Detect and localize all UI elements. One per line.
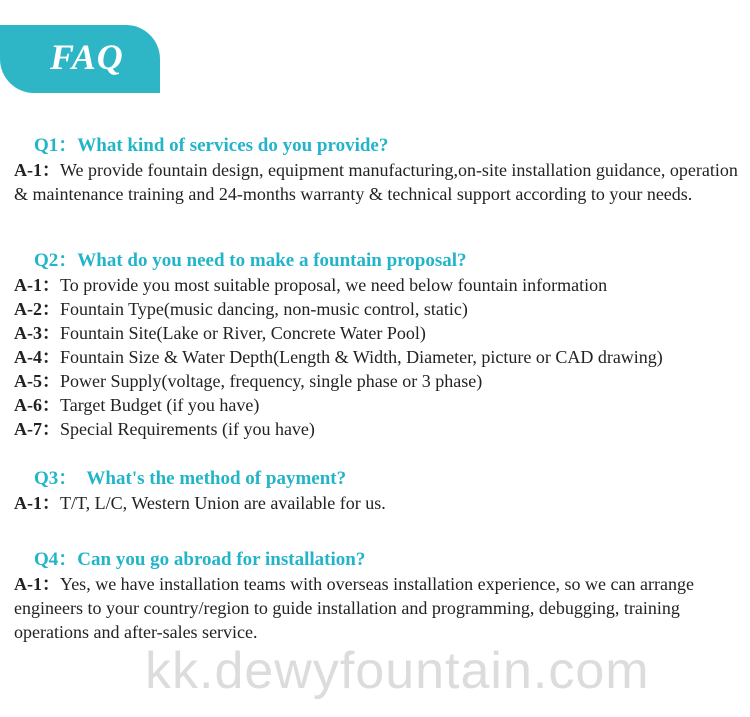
faq-answer-4-1 <box>14 572 739 644</box>
answer-label: A-6： <box>14 395 60 415</box>
faq-item-2 <box>14 249 739 441</box>
answer-text: To provide you most suitable proposal, we need below fountain information <box>60 275 608 295</box>
faq-answer-2-6 <box>14 393 739 417</box>
faq-question-1: Q1：What kind of services do you provide? <box>34 135 389 156</box>
answer-label: A-5： <box>14 371 60 391</box>
answer-text: Fountain Size & Water Depth(Length & Width, Diameter, picture or CAD drawing) <box>60 347 663 367</box>
faq-answer-2-3 <box>14 321 739 345</box>
answer-label: A-1： <box>14 574 60 594</box>
answer-label: A-7： <box>14 419 60 439</box>
answer-label: A-1： <box>14 160 60 180</box>
answer-text: Fountain Site(Lake or River, Concrete Water Pool) <box>60 323 426 343</box>
answer-text: Yes, we have installation teams with overseas installation experience, so we can arrange engineers to your country/region to guide installation and programming, debugging, training operations and after-sales service. <box>14 574 694 642</box>
answer-text: We provide fountain design, equipment manufacturing,on-site installation guidance, operation & maintenance training and 24-months warranty & technical support according to your needs. <box>14 160 738 204</box>
faq-question-3: Q3： What's the method of payment? <box>34 468 347 489</box>
faq-answer-3-1 <box>14 491 739 515</box>
answer-label: A-1： <box>14 275 60 295</box>
faq-answer-2-4 <box>14 345 739 369</box>
answer-label: A-3： <box>14 323 60 343</box>
answer-text: Fountain Type(music dancing, non-music control, static) <box>60 299 468 319</box>
faq-answer-2-7 <box>14 417 739 441</box>
faq-question-2: Q2：What do you need to make a fountain proposal? <box>34 250 467 271</box>
faq-item-3 <box>14 467 739 515</box>
faq-item-4 <box>14 548 739 644</box>
answer-label: A-4： <box>14 347 60 367</box>
answer-label: A-2： <box>14 299 60 319</box>
answer-text: Special Requirements (if you have) <box>60 419 315 439</box>
faq-answer-1-1 <box>14 158 739 206</box>
answer-text: T/T, L/C, Western Union are available for us. <box>60 493 386 513</box>
faq-title: FAQ <box>50 37 124 77</box>
watermark-text: kk.dewyfountain.com <box>145 642 650 700</box>
answer-text: Power Supply(voltage, frequency, single phase or 3 phase) <box>60 371 483 391</box>
answer-label: A-1： <box>14 493 60 513</box>
faq-answer-2-5 <box>14 369 739 393</box>
faq-question-4: Q4：Can you go abroad for installation? <box>34 549 366 570</box>
faq-item-1 <box>14 134 739 206</box>
faq-answer-2-1 <box>14 273 739 297</box>
faq-answer-2-2 <box>14 297 739 321</box>
answer-text: Target Budget (if you have) <box>60 395 260 415</box>
